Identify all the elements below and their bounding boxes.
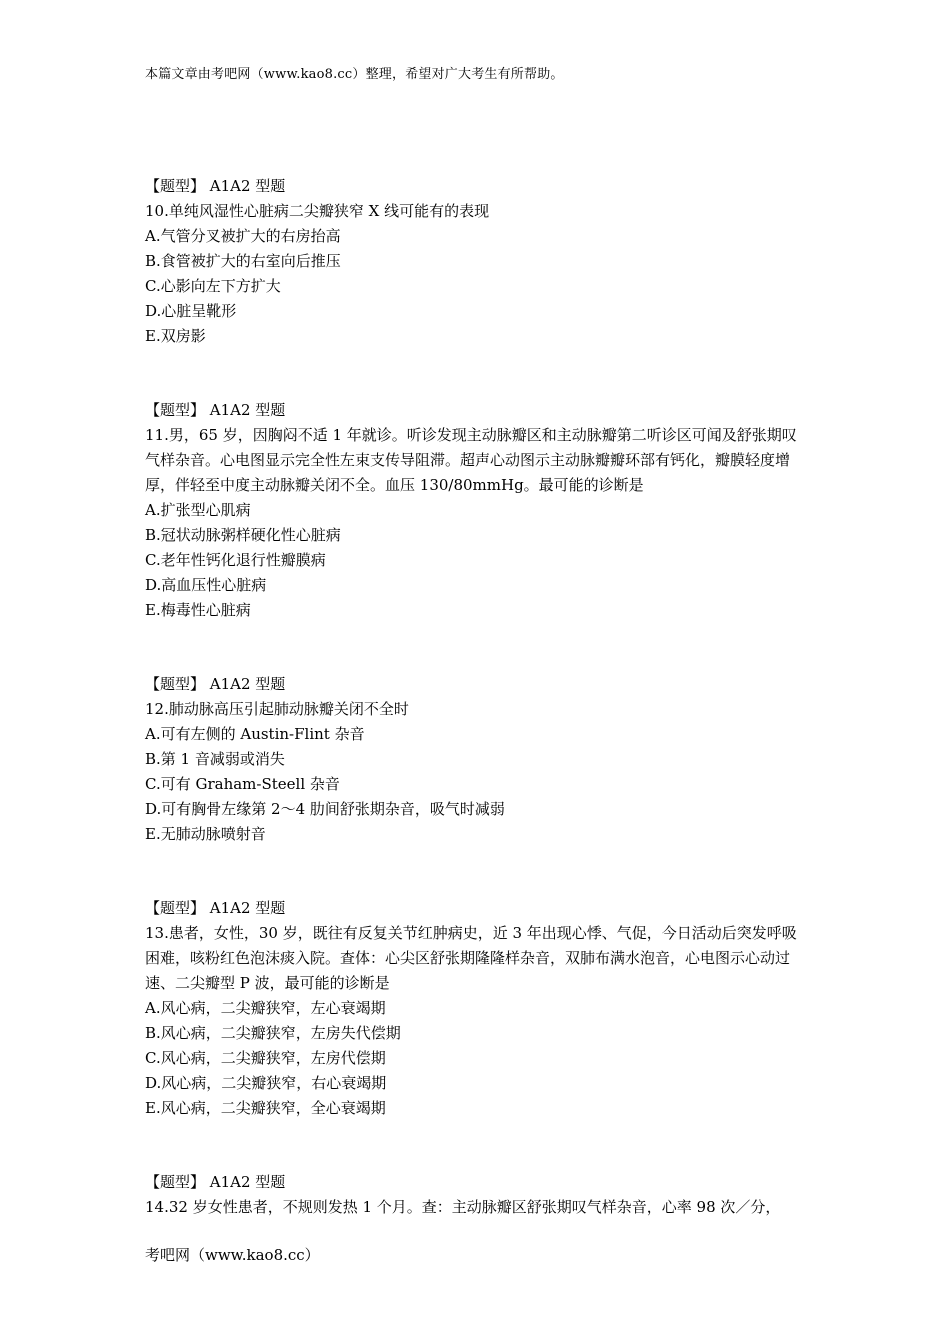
option-b: B.风心病，二尖瓣狭窄，左房失代偿期 <box>145 1024 401 1042</box>
question-12 <box>145 672 810 847</box>
question-stem: 10.单纯风湿性心脏病二尖瓣狭窄 X 线可能有的表现 <box>145 202 490 220</box>
question-13 <box>145 896 810 1121</box>
option-e: E.双房影 <box>145 327 206 345</box>
question-type-label: 【题型】 A1A2 型题 <box>145 1173 286 1191</box>
question-stem: 13.患者，女性，30 岁，既往有反复关节红肿病史，近 3 年出现心悸、气促，今日活动后突发呼吸困难，咳粉红色泡沫痰入院。查体：心尖区舒张期隆隆样杂音，双肺布满水泡音，心电图示心动过速、二尖瓣型 P 波，最可能的诊断是 <box>145 924 797 992</box>
question-stem: 11.男，65 岁，因胸闷不适 1 年就诊。听诊发现主动脉瓣区和主动脉瓣第二听诊区可闻及舒张期叹气样杂音。心电图显示完全性左束支传导阻滞。超声心动图示主动脉瓣瓣环部有钙化，瓣膜轻度增厚，伴轻至中度主动脉瓣关闭不全。血压 130/80mmHg。最可能的诊断是 <box>145 426 797 494</box>
option-a: A.气管分叉被扩大的右房抬高 <box>145 227 341 245</box>
question-type-label: 【题型】 A1A2 型题 <box>145 401 286 419</box>
option-b: B.食管被扩大的右室向后推压 <box>145 252 341 270</box>
option-e: E.风心病，二尖瓣狭窄，全心衰竭期 <box>145 1099 386 1117</box>
option-d: D.高血压性心脏病 <box>145 576 267 594</box>
option-a: A.扩张型心肌病 <box>145 501 251 519</box>
question-type-label: 【题型】 A1A2 型题 <box>145 675 286 693</box>
option-c: C.可有 Graham-Steell 杂音 <box>145 775 340 793</box>
option-a: A.风心病，二尖瓣狭窄，左心衰竭期 <box>145 999 386 1017</box>
question-11 <box>145 398 810 623</box>
option-e: E.梅毒性心脏病 <box>145 601 251 619</box>
option-d: D.风心病，二尖瓣狭窄，右心衰竭期 <box>145 1074 387 1092</box>
question-10 <box>145 174 810 349</box>
header-note: 本篇文章由考吧网（www.kao8.cc）整理，希望对广大考生有所帮助。 <box>145 67 564 82</box>
option-b: B.冠状动脉粥样硬化性心脏病 <box>145 526 341 544</box>
option-e: E.无肺动脉喷射音 <box>145 825 266 843</box>
question-stem: 12.肺动脉高压引起肺动脉瓣关闭不全时 <box>145 700 409 718</box>
option-c: C.心影向左下方扩大 <box>145 277 281 295</box>
option-d: D.可有胸骨左缘第 2～4 肋间舒张期杂音，吸气时减弱 <box>145 800 505 818</box>
option-c: C.风心病，二尖瓣狭窄，左房代偿期 <box>145 1049 386 1067</box>
footer-source: 考吧网（www.kao8.cc） <box>145 1246 320 1264</box>
option-a: A.可有左侧的 Austin-Flint 杂音 <box>145 725 365 743</box>
option-d: D.心脏呈靴形 <box>145 302 237 320</box>
question-stem: 14.32 岁女性患者，不规则发热 1 个月。查：主动脉瓣区舒张期叹气样杂音，心率 98 次／分， <box>145 1198 781 1216</box>
option-c: C.老年性钙化退行性瓣膜病 <box>145 551 326 569</box>
question-14 <box>145 1170 810 1220</box>
option-b: B.第 1 音减弱或消失 <box>145 750 285 768</box>
question-type-label: 【题型】 A1A2 型题 <box>145 177 286 195</box>
question-type-label: 【题型】 A1A2 型题 <box>145 899 286 917</box>
